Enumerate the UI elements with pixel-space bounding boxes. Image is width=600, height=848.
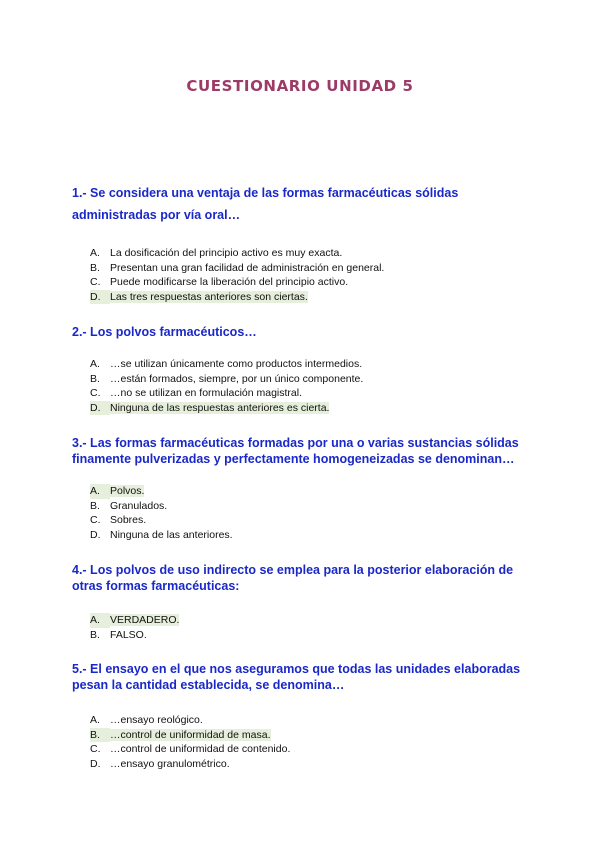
question-3: 3.- Las formas farmacéuticas formadas por una o varias sustancias sólidas finamente pulverizadas y perfectamente homogeneizadas se denominan… — [72, 436, 519, 466]
option-text: …control de uniformidad de masa. — [110, 728, 271, 741]
option-text: …no se utilizan en formulación magistral. — [110, 387, 303, 400]
option-text: …se utilizan únicamente como productos intermedios. — [110, 358, 363, 370]
option-letter: D. — [90, 528, 101, 541]
option-text: …ensayo reológico. — [110, 714, 203, 726]
option-2b[interactable] — [90, 372, 363, 387]
question-4-options — [90, 613, 179, 642]
option-1a[interactable] — [90, 246, 384, 261]
option-4b[interactable] — [90, 628, 179, 643]
option-letter: B. — [90, 372, 100, 385]
option-letter: B. — [90, 261, 100, 274]
option-2c[interactable] — [90, 386, 363, 401]
option-text: Granulados. — [110, 499, 168, 512]
option-3d[interactable] — [90, 528, 233, 543]
option-text: Presentan una gran facilidad de administración en general. — [110, 261, 385, 274]
option-letter: A. — [90, 247, 100, 259]
option-5a[interactable] — [90, 713, 290, 728]
question-3-options — [90, 484, 233, 542]
option-letter: B. — [90, 628, 100, 641]
option-letter: A. — [90, 484, 110, 499]
question-1-options — [90, 246, 384, 304]
question-2: 2.- Los polvos farmacéuticos… — [72, 325, 257, 339]
option-text: Sobres. — [110, 514, 147, 527]
option-letter: C. — [90, 743, 101, 756]
option-2a[interactable] — [90, 357, 363, 372]
option-5b[interactable] — [90, 728, 290, 743]
option-text: …ensayo granulométrico. — [110, 757, 230, 770]
option-3c[interactable] — [90, 513, 233, 528]
question-2-options — [90, 357, 363, 415]
option-letter: D. — [90, 401, 110, 416]
option-2d[interactable] — [90, 401, 363, 416]
option-letter: A. — [90, 358, 100, 370]
option-letter: A. — [90, 613, 110, 628]
option-4a[interactable] — [90, 613, 179, 628]
option-letter: B. — [90, 728, 110, 743]
option-letter: B. — [90, 499, 100, 512]
option-text: FALSO. — [110, 628, 147, 641]
option-letter: D. — [90, 290, 110, 305]
option-text: Las tres respuestas anteriores son ciertas. — [110, 290, 308, 303]
option-text: …control de uniformidad de contenido. — [110, 743, 291, 756]
option-5d[interactable] — [90, 757, 290, 772]
page-title: CUESTIONARIO UNIDAD 5 — [186, 77, 414, 95]
option-5c[interactable] — [90, 742, 290, 757]
option-1d[interactable] — [90, 290, 384, 305]
option-text: …están formados, siempre, por un único componente. — [110, 372, 364, 385]
option-text: Ninguna de las anteriores. — [110, 528, 233, 541]
question-5: 5.- El ensayo en el que nos aseguramos que todas las unidades elaboradas pesan la cantidad establecida, se denomina… — [72, 662, 521, 692]
question-4: 4.- Los polvos de uso indirecto se emplea para la posterior elaboración de otras formas farmacéuticas: — [72, 563, 514, 593]
option-letter: A. — [90, 714, 100, 726]
option-letter: D. — [90, 757, 101, 770]
option-text: Puede modificarse la liberación del principio activo. — [110, 276, 349, 289]
option-text: Polvos. — [110, 485, 145, 497]
option-text: Ninguna de las respuestas anteriores es cierta. — [110, 401, 330, 414]
option-letter: C. — [90, 387, 101, 400]
option-text: La dosificación del principio activo es muy exacta. — [110, 247, 343, 259]
option-letter: C. — [90, 514, 101, 527]
question-5-options — [90, 713, 290, 771]
option-1b[interactable] — [90, 261, 384, 276]
option-1c[interactable] — [90, 275, 384, 290]
option-3a[interactable] — [90, 484, 233, 499]
option-text: VERDADERO. — [110, 614, 180, 626]
question-1: 1.- Se considera una ventaja de las formas farmacéuticas sólidas administradas por vía oral… — [72, 186, 459, 222]
option-letter: C. — [90, 276, 101, 289]
option-3b[interactable] — [90, 499, 233, 514]
